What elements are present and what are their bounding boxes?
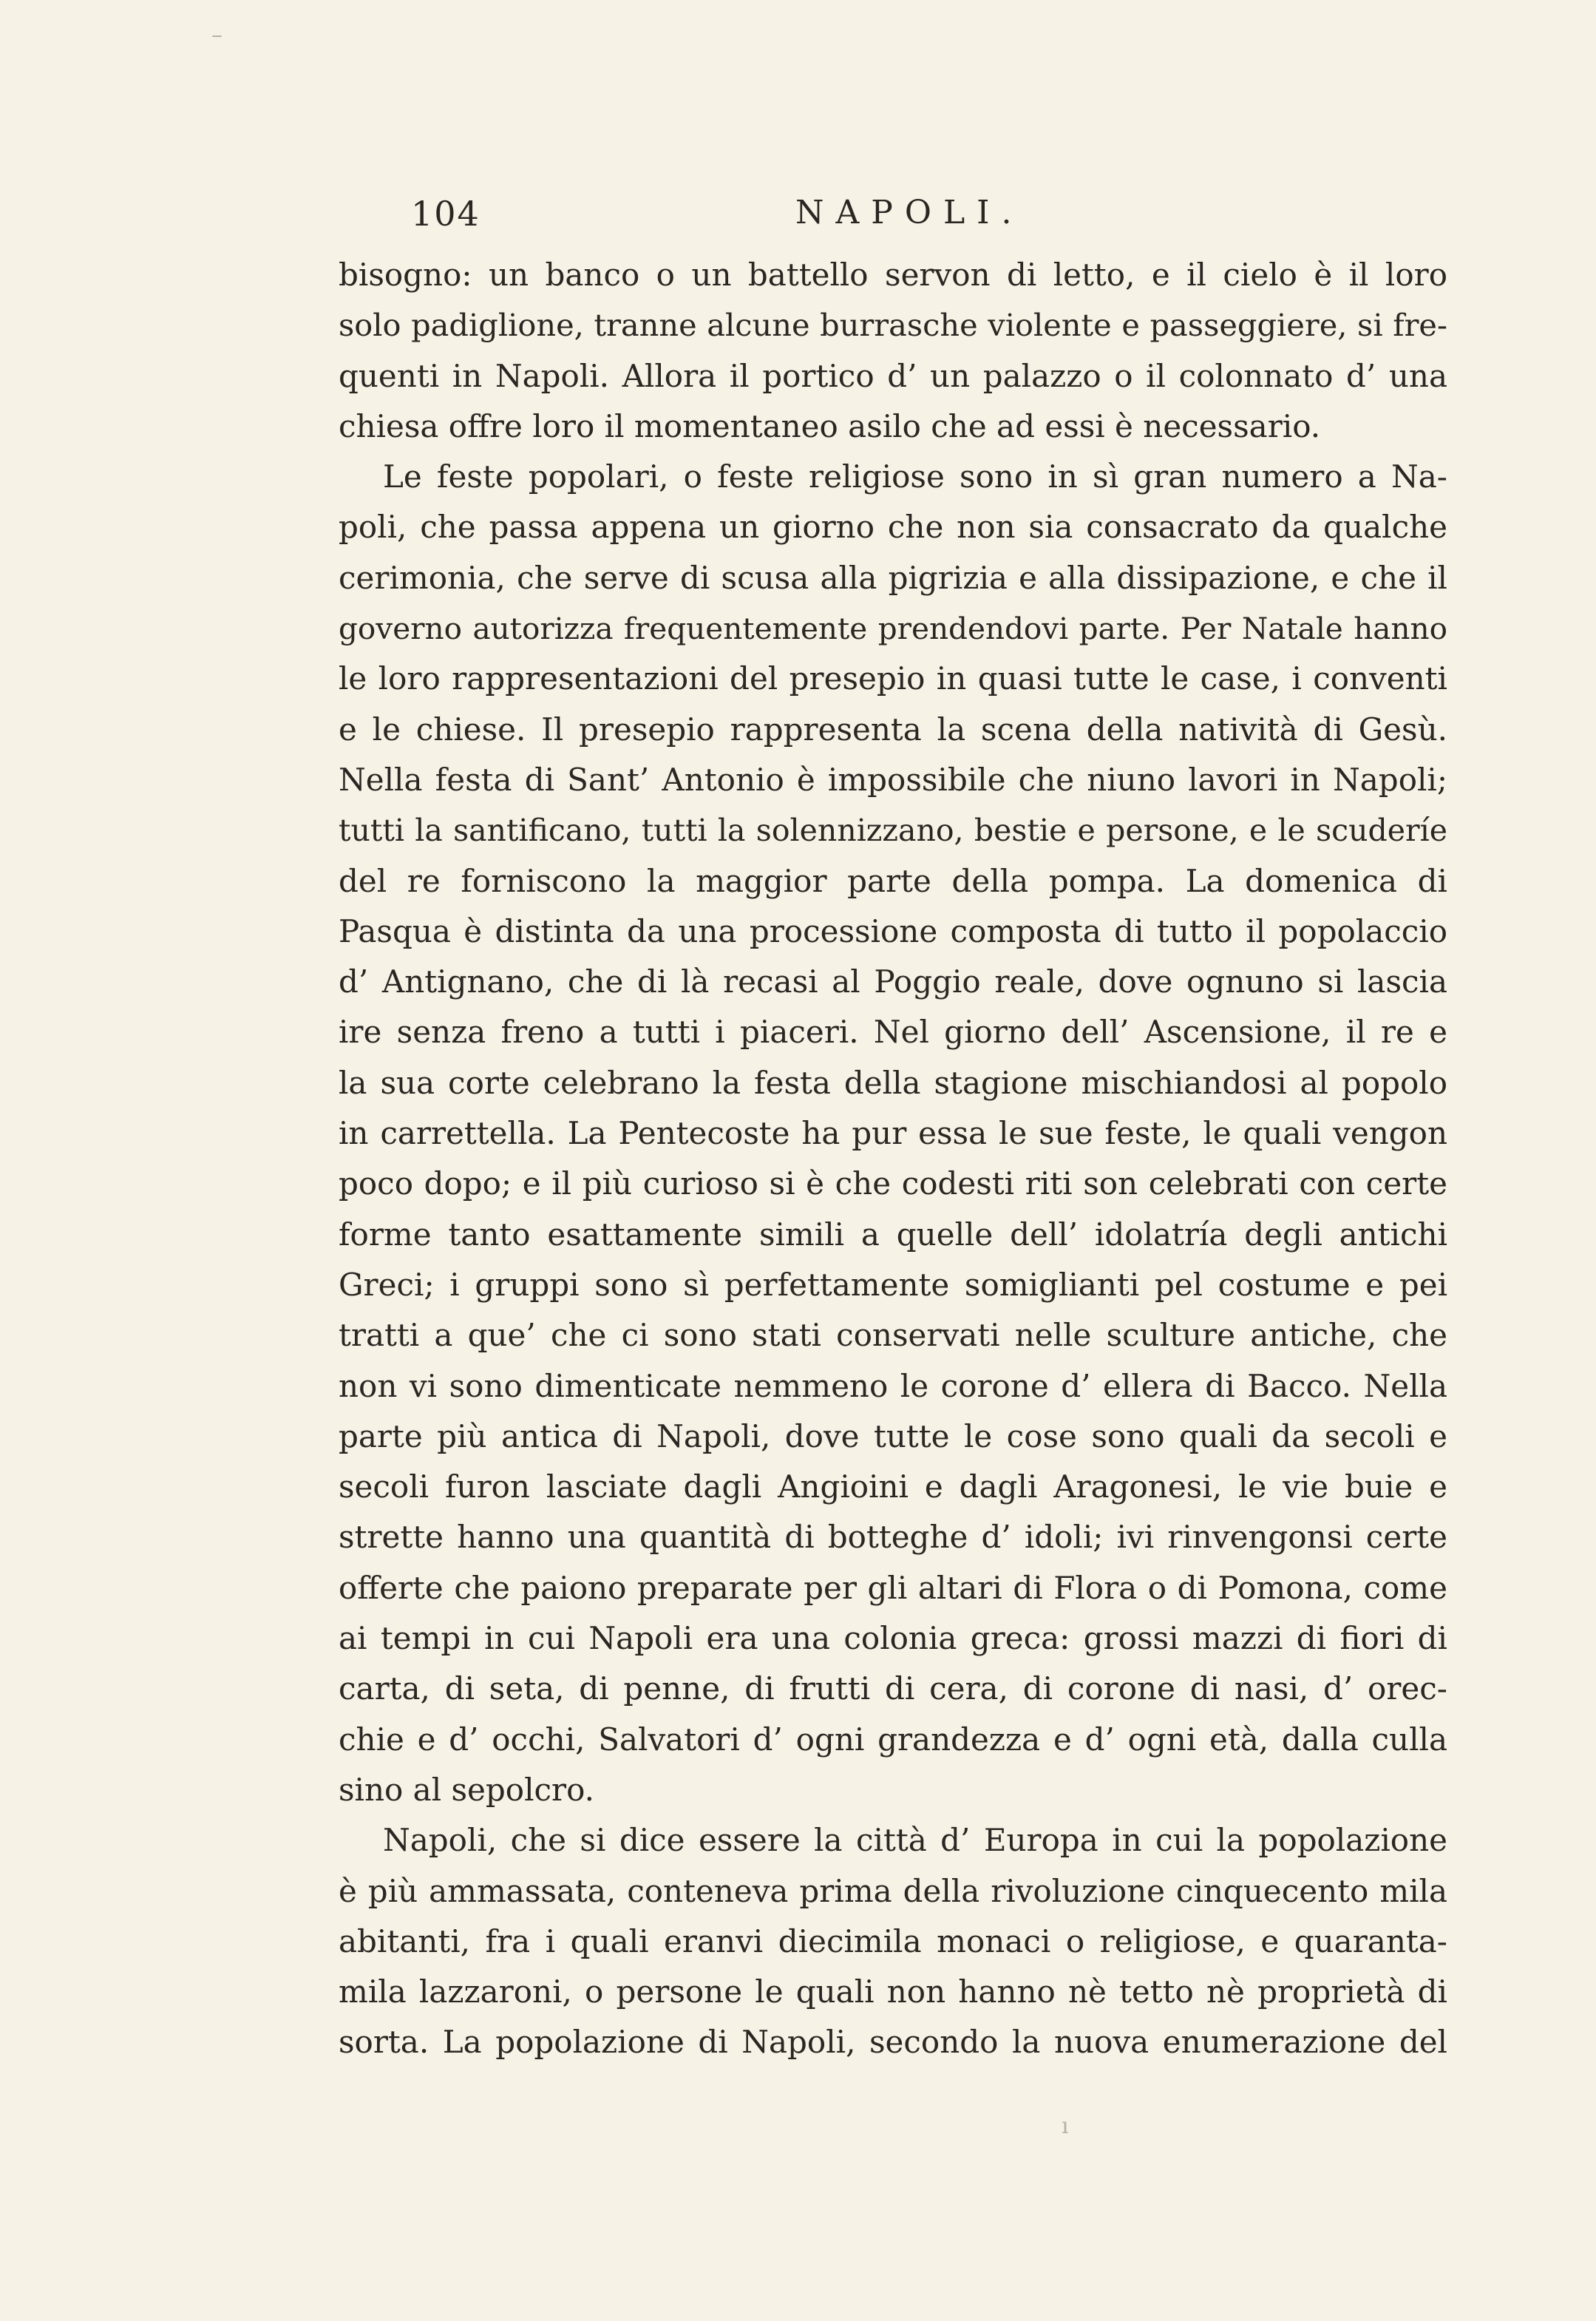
text-line: è più ammassata, conteneva prima della rivoluzione cinquecento mila [339,1872,1447,1909]
text-line: solo padiglione, tranne alcune burrasche violente e passeggiere, si fre- [339,307,1447,344]
text-line: cerimonia, che serve di scusa alla pigrizia e alla dissipazione, e che il [339,559,1447,596]
text-line: mila lazzaroni, o persone le quali non hanno nè tetto nè proprietà di [339,1973,1447,2010]
running-title: NAPOLI. [795,194,1024,231]
text-line: la sua corte celebrano la festa della stagione mischiandosi al popolo [339,1064,1447,1101]
text-line: poli, che passa appena un giorno che non sia consacrato da qualche [339,509,1447,546]
text-line: parte più antica di Napoli, dove tutte le cose sono quali da secoli e [339,1417,1447,1454]
text-line: in carrettella. La Pentecoste ha pur essa le sue feste, le quali vengon [339,1115,1447,1152]
text-line: le loro rappresentazioni del presepio in quasi tutte le case, i conventi [339,660,1447,697]
text-line: forme tanto esattamente simili a quelle dell’ idolatría degli antichi [339,1216,1447,1253]
text-line: Greci; i gruppi sono sì perfettamente somiglianti pel costume e pei [339,1266,1447,1303]
page-speck: – [211,22,223,48]
text-line: poco dopo; e il più curioso si è che codesti riti son celebrati con certe [339,1165,1447,1202]
text-line: d’ Antignano, che di là recasi al Poggio reale, dove ognuno si lascia [339,963,1447,1000]
text-line: abitanti, fra i quali eranvi diecimila monaci o religiose, e quaranta- [339,1922,1447,1959]
body-text [339,250,1447,2068]
text-line: sorta. La popolazione di Napoli, secondo la nuova enumerazione del [339,2024,1447,2061]
text-line: Napoli, che si dice essere la città d’ Europa in cui la popolazione [383,1822,1447,1859]
page-number: 104 [411,194,481,234]
text-line: sino al sepolcro. [339,1771,595,1808]
text-line: carta, di seta, di penne, di frutti di cera, di corone di nasi, d’ orec- [339,1670,1447,1707]
text-line: Le feste popolari, o feste religiose sono in sì gran numero a Na- [383,458,1447,495]
text-line: chiesa offre loro il momentaneo asilo che ad essi è necessario. [339,407,1321,444]
page-header [411,194,1446,253]
text-line: del re forniscono la maggior parte della pompa. La domenica di [339,862,1447,899]
page-speck: ı [1062,2113,1069,2139]
text-line: e le chiese. Il presepio rappresenta la scena della natività di Gesù. [339,711,1447,748]
text-line: quenti in Napoli. Allora il portico d’ un palazzo o il colonnato d’ una [339,357,1447,394]
text-line: Nella festa di Sant’ Antonio è impossibile che niuno lavori in Napoli; [339,761,1447,798]
text-line: chie e d’ occhi, Salvatori d’ ogni grandezza e d’ ogni età, dalla culla [339,1721,1447,1758]
text-line: ire senza freno a tutti i piaceri. Nel giorno dell’ Ascensione, il re e [339,1014,1447,1051]
text-line: non vi sono dimenticate nemmeno le corone d’ ellera di Bacco. Nella [339,1367,1447,1404]
text-line: Pasqua è distinta da una processione composta di tutto il popolaccio [339,912,1447,949]
text-line: tratti a que’ che ci sono stati conservati nelle sculture antiche, che [339,1317,1447,1354]
text-line: bisogno: un banco o un battello servon di letto, e il cielo è il loro [339,257,1447,293]
text-line: ai tempi in cui Napoli era una colonia greca: grossi mazzi di fiori di [339,1620,1447,1657]
text-line: offerte che paiono preparate per gli altari di Flora o di Pomona, come [339,1569,1447,1606]
text-line: strette hanno una quantità di botteghe d’ idoli; ivi rinvengonsi certe [339,1519,1447,1556]
text-line: tutti la santificano, tutti la solennizzano, bestie e persone, e le scuderíe [339,813,1447,849]
text-line: secoli furon lasciate dagli Angioini e dagli Aragonesi, le vie buie e [339,1468,1447,1505]
text-line: governo autorizza frequentemente prendendovi parte. Per Natale hanno [339,611,1447,647]
